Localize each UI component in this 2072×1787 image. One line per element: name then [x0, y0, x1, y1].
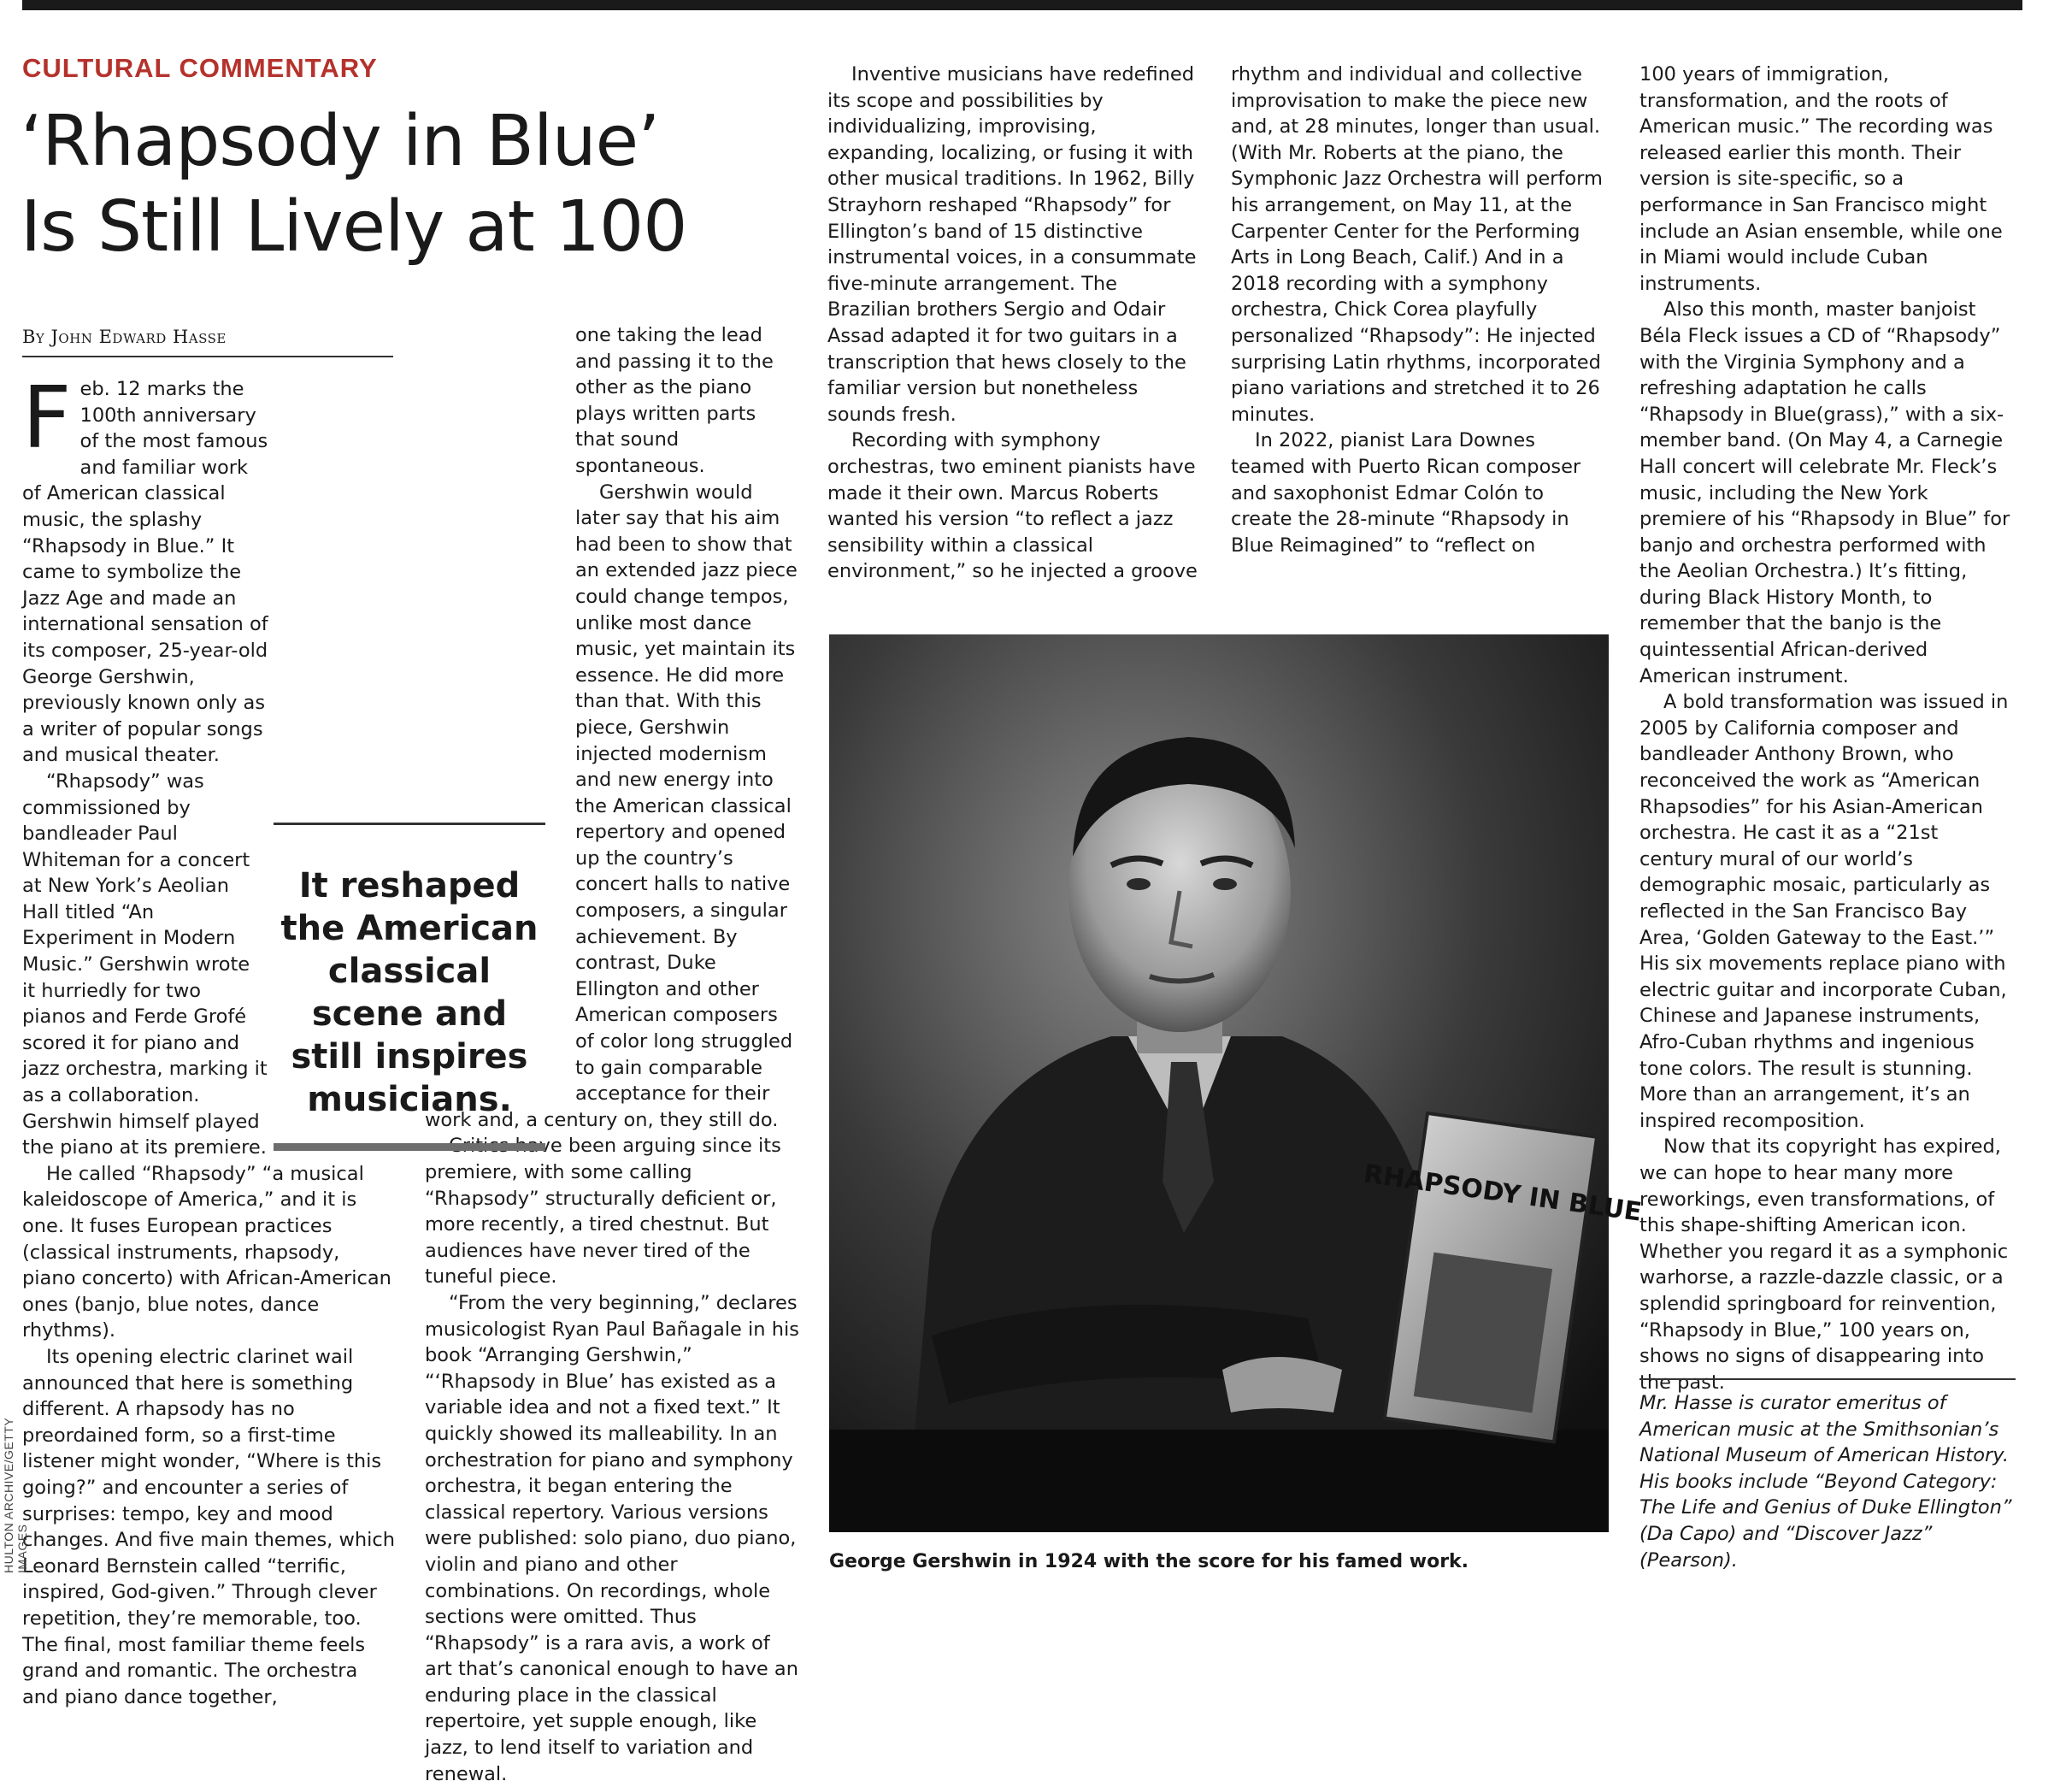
headline — [21, 99, 807, 270]
pull-quote — [274, 823, 545, 1151]
paragraph: In 2022, pianist Lara Downes teamed with Puerto Rican composer and saxophonist Edmar Colón to create the 28-minute “Rhapsody in Blue Reimagined” to “reflect on — [1231, 429, 1581, 557]
paragraph: Feb. 12 marks the 100th anniversary of the most famous and familiar work of American classical music, the splashy “Rhapsody in Blue.” It came to symbolize the Jazz Age and made an international sensation of its composer, 25-year-old George Gershwin, previously known only as a writer of popular songs and musical theater. — [22, 368, 268, 767]
paragraph: A bold transformation was issued in 2005 by California composer and bandleader Anthony Brown, who reconceived the work as “American Rhapsodies” for his Asian-American orchestra. He cast it as a “21st century mural of our world’s demographic mosaic, particularly as reflected in the San Francisco Bay Area, ‘Golden Gateway to the East.’” His six movements replace piano with electric guitar and incorporate Cuban, Chinese and Japanese instruments, Afro-Cuban rhythms and ingenious tone colors. The result is stunning. More than an arrangement, it’s an inspired recomposition. — [1639, 691, 2009, 1132]
pull-quote-text: It reshaped the American classical scene and still inspires musicians. — [280, 866, 539, 1119]
paragraph: Recording with symphony orchestras, two eminent pianists have made it their own. Marcus Roberts wanted his version “to reflect a jazz sensibility within a classical environment,” so he injected a groove — [827, 429, 1198, 583]
author-bio: Mr. Hasse is curator emeritus of American music at the Smithsonian’s National Museum of American History. His books include “Beyond Category: The Life and Genius of Duke Ellington” (Da Capo) and “Discover Jazz” (Pearson). — [1639, 1378, 2016, 1573]
paragraph: “From the very beginning,” declares musicologist Ryan Paul Bañagale in his book “Arranging Gershwin,” “‘Rhapsody in Blue’ has existed as a variable idea and not a fixed text.” It quickly showed its malleability. In an orchestration for piano and symphony orchestra, it began entering the classical repertory. Various versions were published: solo piano, duo piano, violin and piano and other combinations. On recordings, whole sections were omitted. Thus “Rhapsody” is a rara avis, a work of art that’s canonical enough to have an enduring place in the classical repertoire, yet supple enough, like jazz, to lend itself to variation and renewal. — [425, 1291, 799, 1785]
paragraph: one taking the lead and passing it to the other as the piano plays written parts that sound spontaneous. — [575, 324, 774, 477]
score-title-text: RHAPSODY IN BLUE — [1362, 1159, 1644, 1228]
paragraph: Now that its copyright has expired, we can hope to hear many more reworkings, even transformations, of this shape-shifting American icon. Whether you regard it as a symphonic warhorse, a razzle-dazzle classic, or a splendid springboard for reinvention, “Rhapsody in Blue,” 100 years on, shows no signs of disappearing into the past. — [1639, 1135, 2009, 1394]
headline-line-2: Is Still Lively at 100 — [21, 186, 687, 268]
gershwin-photo — [829, 634, 1644, 1532]
article-column-5 — [1639, 62, 2016, 1395]
section-kicker: CULTURAL COMMENTARY — [22, 53, 378, 83]
paragraph: Also this month, master banjoist Béla Fleck issues a CD of “Rhapsody” with the Virginia Symphony and a refreshing adaptation he calls “Rhapsody in Blue(grass),” with a six-member band. (On May 4, a Carnegie Hall concert will celebrate Mr. Fleck’s music, including the New York premiere of his “Rhapsody in Blue” for banjo and orchestra performed with the Aeolian Orchestra.) It’s fitting, during Black History Month, to remember that the banjo is the quintessential African-derived American instrument. — [1639, 298, 2010, 687]
photo-credit: HULTON ARCHIVE/GETTY IMAGES — [2, 1418, 29, 1573]
paragraph: “Rhapsody” was commissioned by bandleader Paul Whiteman for a concert at New York’s Aeolian Hall titled “An Experiment in Modern Music.” Gershwin wrote it hurriedly for two pianos and Ferde Grofé scored it for piano and jazz orchestra, marking it as a collaboration. Gershwin himself played the piano at its premiere. — [22, 770, 268, 1159]
article-column-4 — [1231, 62, 1607, 558]
byline-text: By John Edward Hasse — [22, 327, 227, 347]
top-rule — [22, 0, 2022, 10]
paragraph: 100 years of immigration, transformation, and the roots of American music.” The recording was released earlier this month. Their version is site-specific, so a performance in San Francisco might include an Asian ensemble, while one in Miami would include Cuban instruments. — [1639, 63, 2003, 295]
article-column-3 — [827, 62, 1204, 585]
paragraph: Critics have been arguing since its premiere, with some calling “Rhapsody” structurally deficient or, more recently, a tired chestnut. But audiences have never tired of the tuneful piece. — [425, 1135, 781, 1289]
headline-line-1: ‘Rhapsody in Blue’ — [21, 101, 660, 182]
photo-caption: George Gershwin in 1924 with the score for his famed work. — [829, 1551, 1469, 1572]
paragraph: He called “Rhapsody” “a musical kaleidoscope of America,” and it is one. It fuses European practices (classical instruments, rhapsody, piano concerto) with African-American ones (banjo, blue notes, dance rhythms). — [22, 1162, 391, 1342]
drop-cap: F — [22, 368, 72, 468]
paragraph: Gershwin would later say that his aim had been to show that an extended jazz piece could change tempos, unlike most dance music, yet maintain its essence. He did more than that. With this piece, Gershwin injected modernism and new energy into the American classical repertory and opened up the country’s concert halls to native composers, a singular achievement. By contrast, Duke Ellington and other American composers of color long struggled to gain comparable acceptance for their work and, a century on, they still do. — [425, 481, 798, 1131]
photo-illustration — [829, 634, 1644, 1532]
paragraph: rhythm and individual and collective improvisation to make the piece new and, at 28 minutes, longer than usual. (With Mr. Roberts at the piano, the Symphonic Jazz Orchestra will perform his arrangement, on May 11, at the Carpenter Center for the Performing Arts in Long Beach, Calif.) And in a 2018 recording with a symphony orchestra, Chick Corea playfully personalized “Rhapsody”: He injected surprising Latin rhythms, incorporated piano variations and stretched it to 26 minutes. — [1231, 63, 1603, 426]
paragraph: Its opening electric clarinet wail announced that here is something different. A rhapsody has no preordained form, so a first-time listener might wonder, “Where is this going?” and encounter a series of surprises: tempo, key and mood changes. And five main themes, which Leonard Bernstein called “terrific, inspired, God-given.” Through clever repetition, they’re memorable, too. The final, most familiar theme feels grand and romantic. The orchestra and piano dance together, — [22, 1345, 396, 1708]
paragraph: Inventive musicians have redefined its scope and possibilities by individualizing, improvising, expanding, localizing, or fusing it with other musical traditions. In 1962, Billy Strayhorn reshaped “Rhapsody” for Ellington’s band of 15 distinctive instrumental voices, in a consummate five-minute arrangement. The Brazilian brothers Sergio and Odair Assad adapted it for two guitars in a transcription that hews closely to the familiar version but nonetheless sounds fresh. — [827, 63, 1197, 426]
byline — [22, 327, 393, 357]
